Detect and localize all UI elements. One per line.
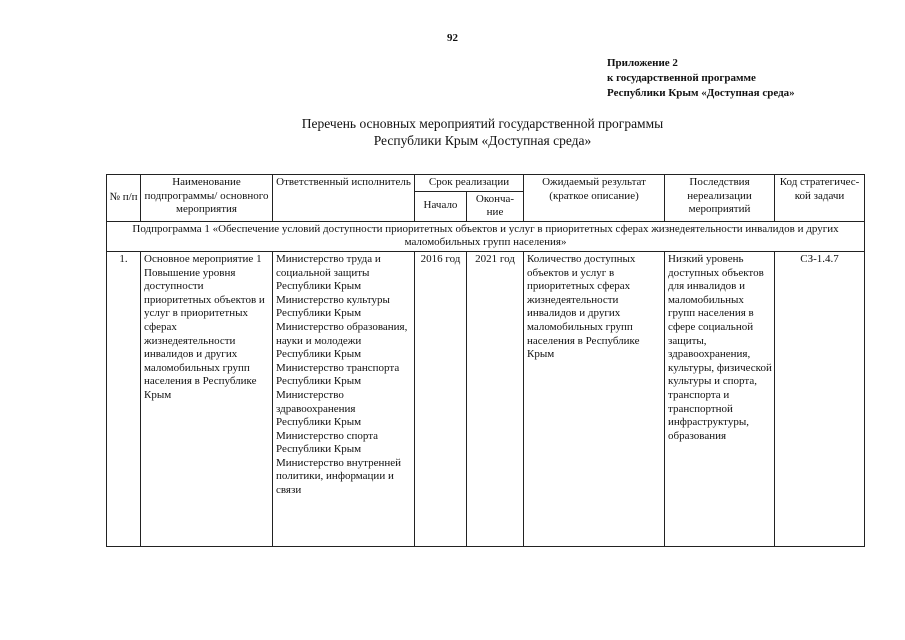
page-number: 92 [447,32,458,44]
cell-name-line-1: Основное мероприятие 1 [144,252,262,265]
header-result: Ожидаемый результат (краткое описание) [524,175,665,222]
appendix-line-1: Приложение 2 [607,57,678,69]
responsible-5: Министерство здравоохранения Республики Крым [276,388,362,429]
cell-result: Количество доступных объектов и услуг в приоритетных сферах жизнедеятельности инвалидов и других маломобильных групп населения в Республике Крым [524,251,665,546]
appendix-line-2: к государственной программе [607,72,756,84]
title-line-1: Перечень основных мероприятий государственной программы [301,116,664,131]
cell-responsible [273,251,415,546]
header-end: Оконча-ние [467,191,524,221]
cell-code: СЗ-1.4.7 [775,251,865,546]
appendix-line-3: Республики Крым «Доступная среда» [607,87,795,99]
responsible-1: Министерство труда и социальной защиты Республики Крым [276,252,381,293]
cell-end: 2021 год [467,251,524,546]
activities-table [106,174,865,547]
header-name: Наименование подпрограммы/ основного мероприятия [141,175,273,222]
cell-name [141,251,273,546]
subprogram-row: Подпрограмма 1 «Обеспечение условий доступности приоритетных объектов и услуг в приоритетных сферах жизнедеятельности инвалидов и других маломобильных групп населения» [107,221,865,251]
responsible-6: Министерство спорта Республики Крым [276,429,379,456]
header-consequences: Последствия нереализации мероприятий [665,175,775,222]
cell-consequences: Низкий уровень доступных объектов для инвалидов и маломобильных групп населения в сфере социальной защиты, здравоохранения, культуры, физической культуры и спорта, транспорта и транспортной инфраструктуры, образования [665,251,775,546]
cell-start: 2016 год [415,251,467,546]
header-num: № п/п [107,175,141,222]
responsible-2: Министерство культуры Республики Крым [276,293,390,320]
responsible-3: Министерство образования, науки и молодежи Республики Крым [276,320,408,361]
responsible-4: Министерство транспорта Республики Крым [276,361,400,388]
header-start: Начало [415,191,467,221]
responsible-7: Министерство внутренней политики, информации и связи [276,456,402,497]
cell-num: 1. [107,251,141,546]
document-title [0,115,905,149]
header-code: Код стратегичес-кой задачи [775,175,865,222]
header-period: Срок реализации [415,175,524,192]
title-line-2: Республики Крым «Доступная среда» [373,133,592,148]
appendix-note [607,56,795,101]
table-row [107,251,865,546]
header-responsible: Ответственный исполнитель [273,175,415,222]
cell-name-line-2: Повышение уровня доступности приоритетных объектов и услуг в приоритетных сферах жизнедеятельности инвалидов и других маломобильных групп населения в Республике Крым [144,266,265,401]
